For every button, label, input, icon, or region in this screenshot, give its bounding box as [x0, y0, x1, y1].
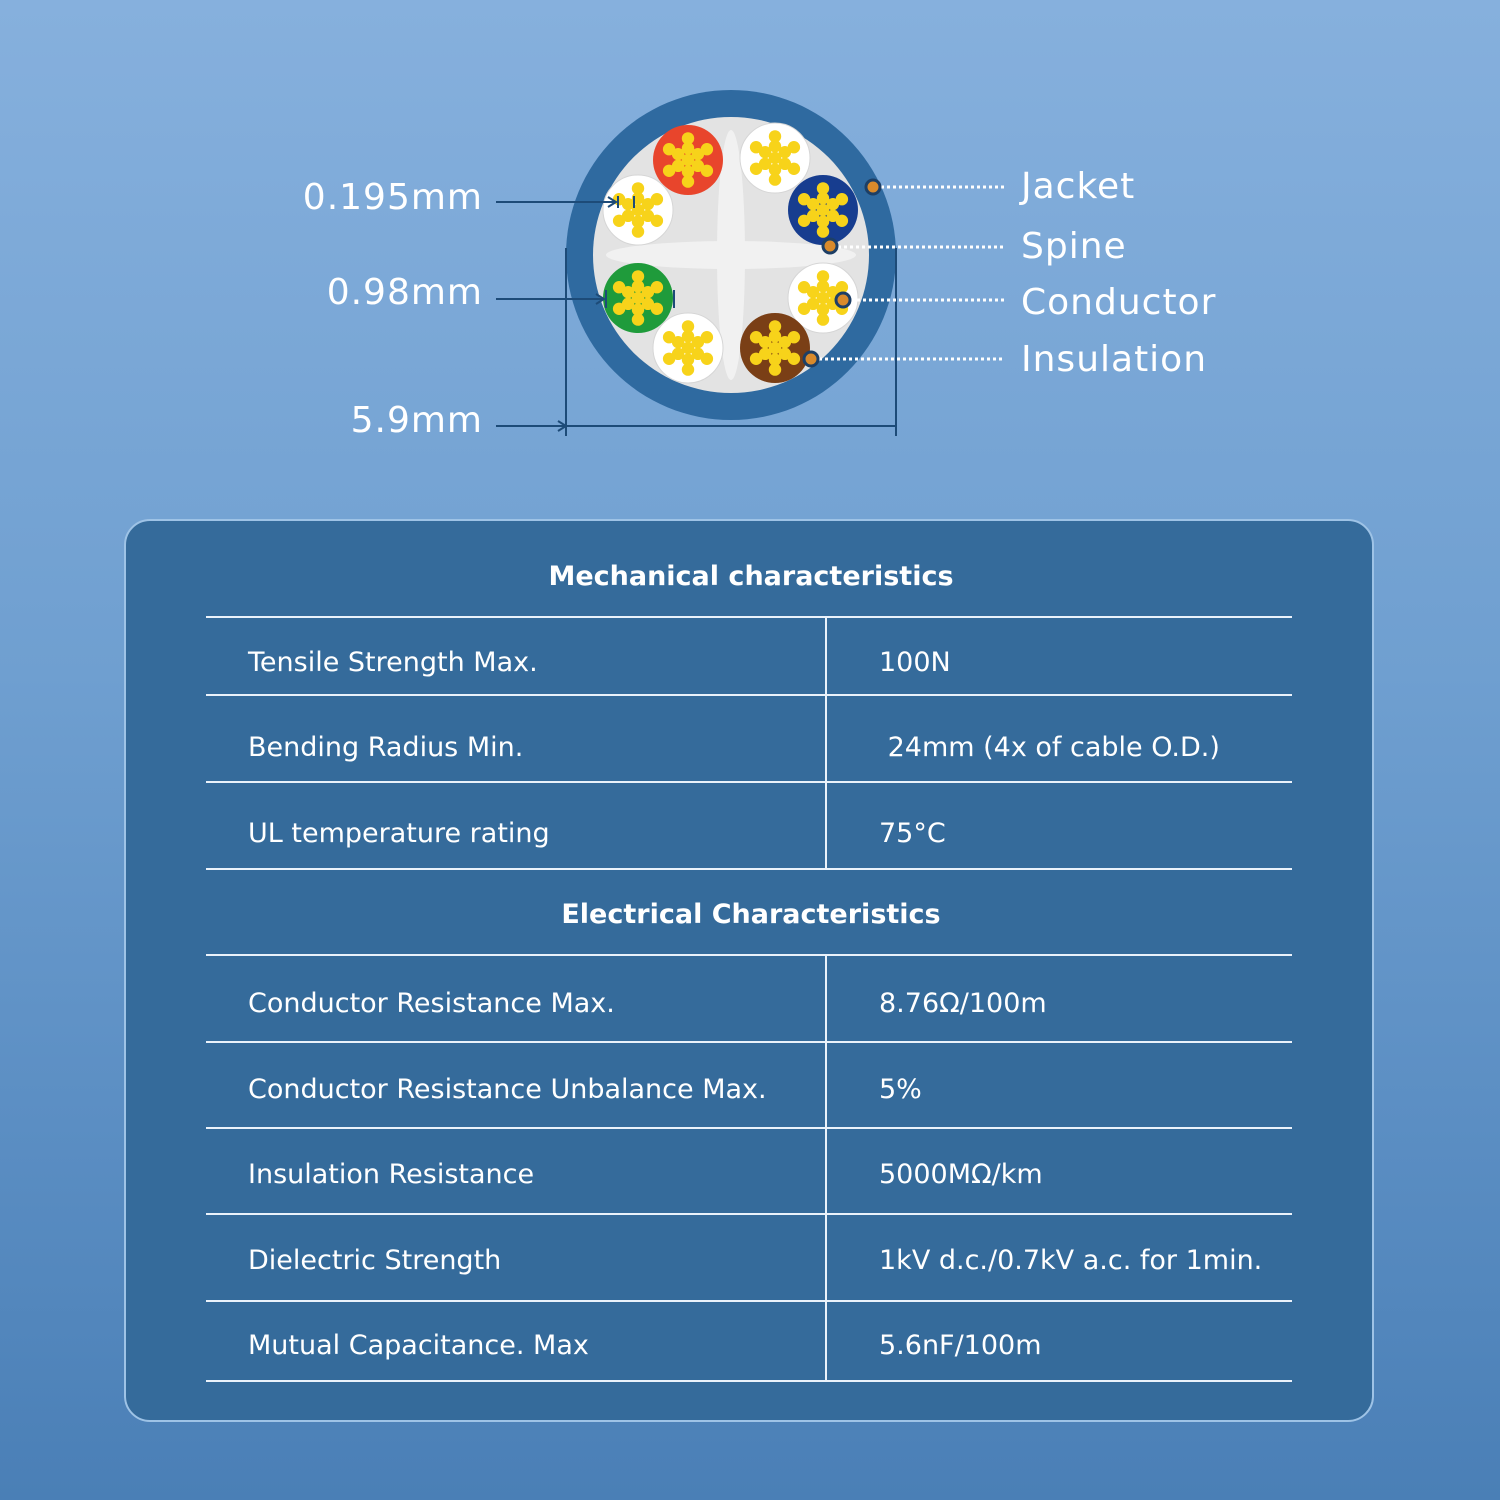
divider — [206, 694, 1292, 696]
part-label-spine: Spine — [1021, 226, 1127, 267]
spec-value: 5000MΩ/km — [879, 1159, 1043, 1190]
spec-value: 8.76Ω/100m — [879, 988, 1047, 1019]
spec-label: UL temperature rating — [248, 818, 550, 849]
part-label-jacket: Jacket — [1021, 166, 1136, 207]
divider — [206, 1380, 1292, 1382]
wire-white-orange — [740, 123, 810, 193]
part-label-conductor: Conductor — [1021, 282, 1217, 323]
column-divider — [825, 955, 827, 1382]
divider — [206, 1213, 1292, 1215]
wire-brown — [740, 313, 810, 383]
wire-white-green — [603, 175, 673, 245]
spec-value: 5% — [879, 1074, 922, 1105]
spec-label: Mutual Capacitance. Max — [248, 1330, 589, 1361]
mechanical-section-title: Mechanical characteristics — [548, 561, 954, 592]
electrical-section-title: Electrical Characteristics — [561, 899, 941, 930]
wire-white-brown — [653, 313, 723, 383]
dimension-insulation-thickness: 0.195mm — [302, 177, 483, 218]
divider — [206, 781, 1292, 783]
cable-cross-section-diagram — [0, 0, 1500, 480]
dimension-cable-outer-diameter: 5.9mm — [350, 400, 483, 441]
wire-orange — [653, 125, 723, 195]
spec-value: 24mm (4x of cable O.D.) — [879, 732, 1220, 763]
divider — [206, 1300, 1292, 1302]
divider — [206, 868, 1292, 870]
spec-label: Tensile Strength Max. — [248, 647, 538, 678]
divider — [206, 1127, 1292, 1129]
spec-label: Conductor Resistance Unbalance Max. — [248, 1074, 767, 1105]
divider — [206, 1041, 1292, 1043]
dimension-conductor-diameter: 0.98mm — [326, 272, 483, 313]
wire-blue — [788, 175, 858, 245]
spec-value: 100N — [879, 647, 951, 678]
specifications-card — [124, 519, 1374, 1422]
spec-value: 75°C — [879, 818, 946, 849]
spec-label: Conductor Resistance Max. — [248, 988, 615, 1019]
spec-value: 1kV d.c./0.7kV a.c. for 1min. — [879, 1245, 1263, 1276]
column-divider — [825, 617, 827, 870]
wire-green — [603, 263, 673, 333]
spec-label: Insulation Resistance — [248, 1159, 535, 1190]
spec-label: Dielectric Strength — [248, 1245, 502, 1276]
spec-label: Bending Radius Min. — [248, 732, 524, 763]
part-label-insulation: Insulation — [1021, 339, 1208, 380]
spec-value: 5.6nF/100m — [879, 1330, 1042, 1361]
divider — [206, 616, 1292, 618]
divider — [206, 954, 1292, 956]
